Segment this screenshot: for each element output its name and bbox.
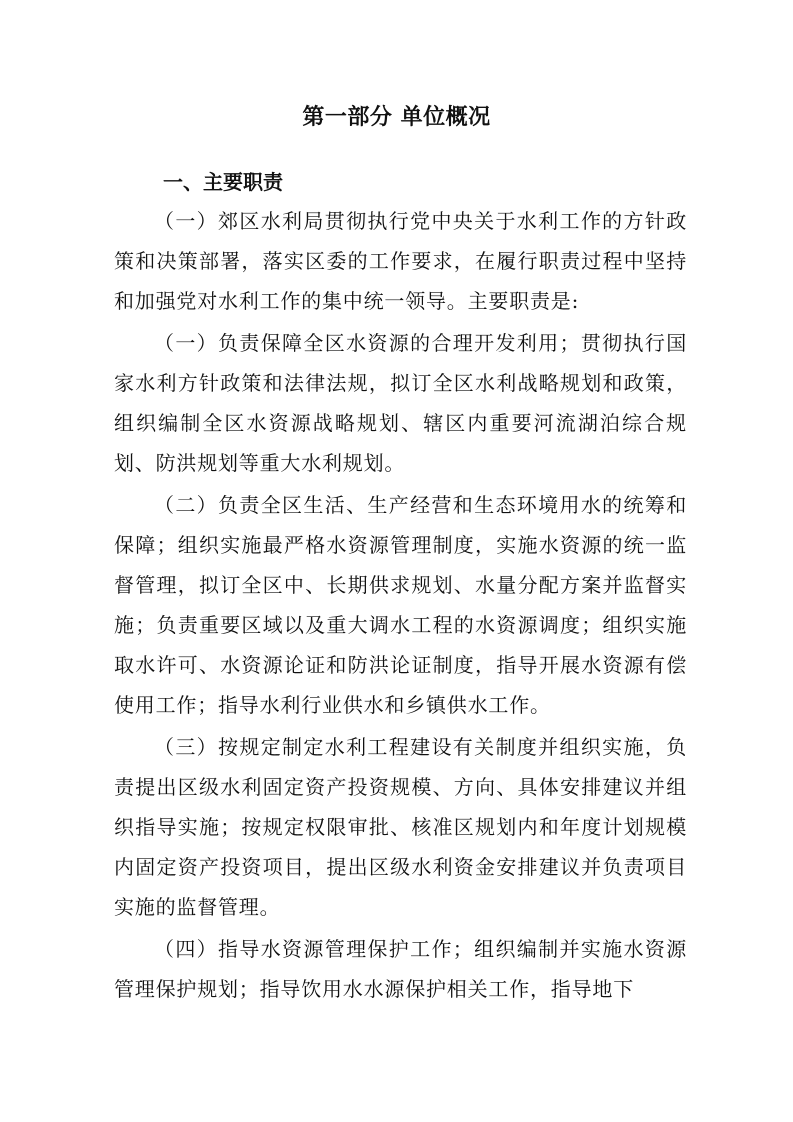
paragraph-duty-3: （三）按规定制定水利工程建设有关制度并组织实施，负责提出区级水利固定资产投资规模、方向、具体安排建议并组织指导实施；按规定权限审批、核准区规划内和年度计划规模内固定资产投资项目，提出区级水利资金安排建议并负责项目实施的监督管理。: [114, 735, 687, 919]
paragraph-duty-1: （一）负责保障全区水资源的合理开发利用；贯彻执行国家水利方针政策和法律法规，拟订全区水利战略规划和政策，组织编制全区水资源战略规划、辖区内重要河流湖泊综合规划、防洪规划等重大水利规划。: [114, 331, 687, 475]
page-title: 第一部分 单位概况: [302, 105, 491, 130]
section-heading: 一、主要职责: [163, 170, 283, 194]
paragraph-duty-4: （四）指导水资源管理保护工作；组织编制并实施水资源管理保护规划；指导饮用水水源保护相关工作，指导地下: [114, 937, 687, 1001]
paragraph-intro: （一）郊区水利局贯彻执行党中央关于水利工作的方针政策和决策部署，落实区委的工作要求，在履行职责过程中坚持和加强党对水利工作的集中统一领导。主要职责是:: [114, 209, 687, 313]
body-text: [114, 201, 687, 1009]
paragraph-duty-2: （二）负责全区生活、生产经营和生态环境用水的统筹和保障；组织实施最严格水资源管理制度，实施水资源的统一监督管理，拟订全区中、长期供求规划、水量分配方案并监督实施；负责重要区域以及重大调水工程的水资源调度；组织实施取水许可、水资源论证和防洪论证制度，指导开展水资源有偿使用工作；指导水利行业供水和乡镇供水工作。: [114, 493, 687, 717]
